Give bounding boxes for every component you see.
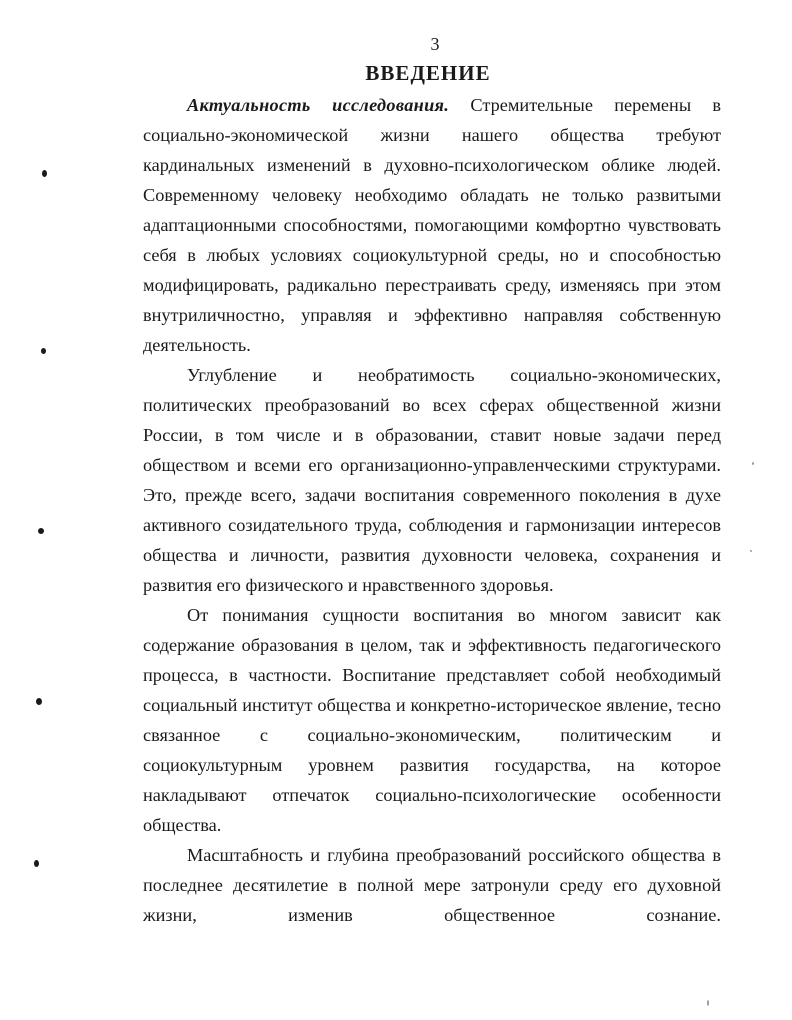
paragraph-relevance xyxy=(143,90,721,360)
scan-mark xyxy=(41,348,46,354)
paragraph-upbringing: От понимания сущности воспитания во многом зависит как содержание образования в целом, так и эффективность педагогического процесса, в частности. Воспитание представляет собой необходимый социальный институт общества и конкретно-историческое явление, тесно связанное с социально-экономическим, политическим и социокультурным уровнем развития государства, на которое накладывают отпечаток социально-психологические особенности общества. xyxy=(143,605,721,835)
scan-speck xyxy=(707,1000,709,1006)
relevance-lead: Актуальность исследования. xyxy=(187,95,450,115)
scan-mark xyxy=(38,528,44,534)
paragraph-text: Стремительные перемены в социально-экономической жизни нашего общества требуют кардинальных изменений в духовно-психологическом облике людей. Современному человеку необходимо обладать не только развитыми адаптационными способностями, помогающими комфортно чувствовать себя в любых условиях социокультурной среды, но и способностью модифицировать, радикально перестраивать среду, изменяясь при этом внутриличностно, управляя и эффективно направляя собственную деятельность. xyxy=(143,95,721,355)
scan-mark xyxy=(34,860,39,867)
paragraph-transformations: Углубление и необратимость социально-экономических, политических преобразований во всех сферах общественной жизни России, в том числе и в образовании, ставит новые задачи перед обществом и всеми его организационно-управленческими структурами. Это, прежде всего, задачи воспитания современного поколения в духе активного созидательного труда, соблюдения и гармонизации интересов общества и личности, развития духовности человека, сохранения и развития его физического и нравственного здоровья. xyxy=(143,365,721,595)
paragraph-scale: Масштабность и глубина преобразований российского общества в последнее десятилетие в полной мере затронули среду его духовной жизни, изменив общественное сознание. xyxy=(143,845,721,925)
scan-mark xyxy=(36,698,42,705)
page-number: 3 xyxy=(430,34,440,54)
body-text xyxy=(143,90,721,930)
page-title: ВВЕДЕНИЕ xyxy=(365,61,491,85)
scan-speck xyxy=(752,462,754,465)
scan-mark xyxy=(42,170,47,177)
scan-speck xyxy=(750,550,752,552)
